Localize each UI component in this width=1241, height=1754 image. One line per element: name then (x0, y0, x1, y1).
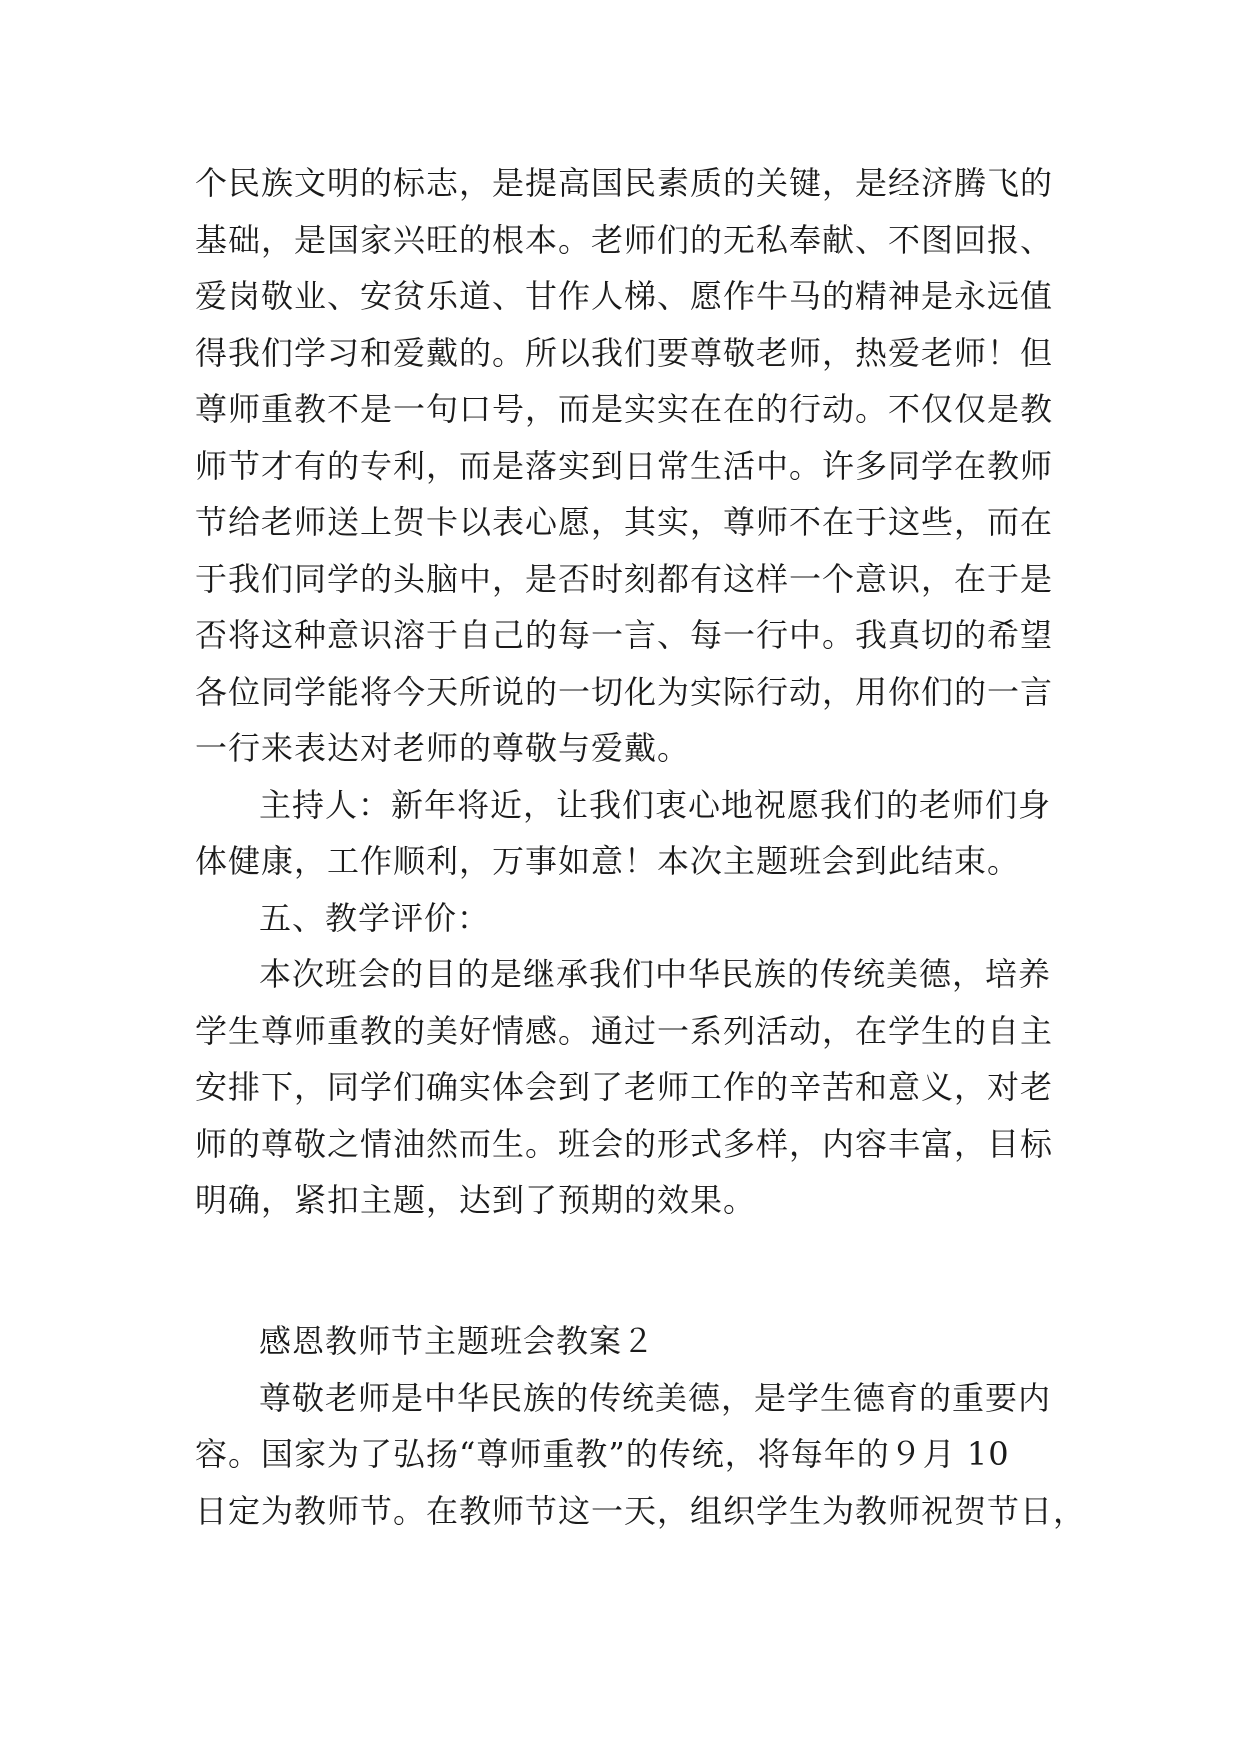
lesson-title: 感恩教师节主题班会教案２ (259, 1322, 656, 1360)
section-heading: 五、教学评价： (259, 898, 491, 937)
body-text-block (195, 155, 1075, 1229)
paragraph-line: 基础，是国家兴旺的根本。老师们的无私奉献、不图回报、 (195, 220, 1054, 259)
paragraph-line: 师节才有的专利，而是落实到日常生活中。许多同学在教师 (195, 446, 1054, 485)
paragraph-line: 得我们学习和爱戴的。所以我们要尊敬老师，热爱老师！但 (195, 333, 1054, 372)
evaluation-line: 师的尊敬之情油然而生。班会的形式多样，内容丰富，目标 (195, 1124, 1054, 1163)
lesson2-line: 尊敬老师是中华民族的传统美德，是学生德育的重要内 (259, 1378, 1052, 1417)
host-closing-line: 体健康，工作顺利，万事如意！本次主题班会到此结束。 (195, 842, 1021, 880)
evaluation-line: 本次班会的目的是继承我们中华民族的传统美德，培养 (259, 955, 1052, 993)
evaluation-line: 安排下，同学们确实体会到了老师工作的辛苦和意义，对老 (195, 1068, 1054, 1106)
lesson2-block (195, 1313, 1087, 1539)
paragraph-line: 个民族文明的标志，是提高国民素质的关键，是经济腾飞的 (195, 164, 1054, 202)
paragraph-line: 各位同学能将今天所说的一切化为实际行动，用你们的一言 (195, 672, 1054, 711)
paragraph-line: 否将这种意识溶于自己的每一言、每一行中。我真切的希望 (195, 616, 1054, 654)
paragraph-line: 于我们同学的头脑中，是否时刻都有这样一个意识，在于是 (195, 559, 1054, 598)
lesson2-line: 日定为教师节。在教师节这一天，组织学生为教师祝贺节日， (195, 1491, 1087, 1530)
paragraph-line: 尊师重教不是一句口号，而是实实在在的行动。不仅仅是教 (195, 390, 1054, 428)
evaluation-line: 明确，紧扣主题，达到了预期的效果。 (195, 1181, 757, 1219)
paragraph-line: 一行来表达对老师的尊敬与爱戴。 (195, 729, 691, 767)
evaluation-line: 学生尊师重教的美好情感。通过一系列活动，在学生的自主 (195, 1011, 1054, 1050)
lesson2-line: 容。国家为了弘扬“尊师重教”的传统，将每年的９月 10 (195, 1435, 1010, 1473)
paragraph-line: 爱岗敬业、安贫乐道、甘作人梯、愿作牛马的精神是永远值 (195, 277, 1054, 315)
host-closing-line: 主持人：新年将近，让我们衷心地祝愿我们的老师们身 (259, 785, 1052, 824)
paragraph-line: 节给老师送上贺卡以表心愿，其实，尊师不在于这些，而在 (195, 503, 1054, 541)
